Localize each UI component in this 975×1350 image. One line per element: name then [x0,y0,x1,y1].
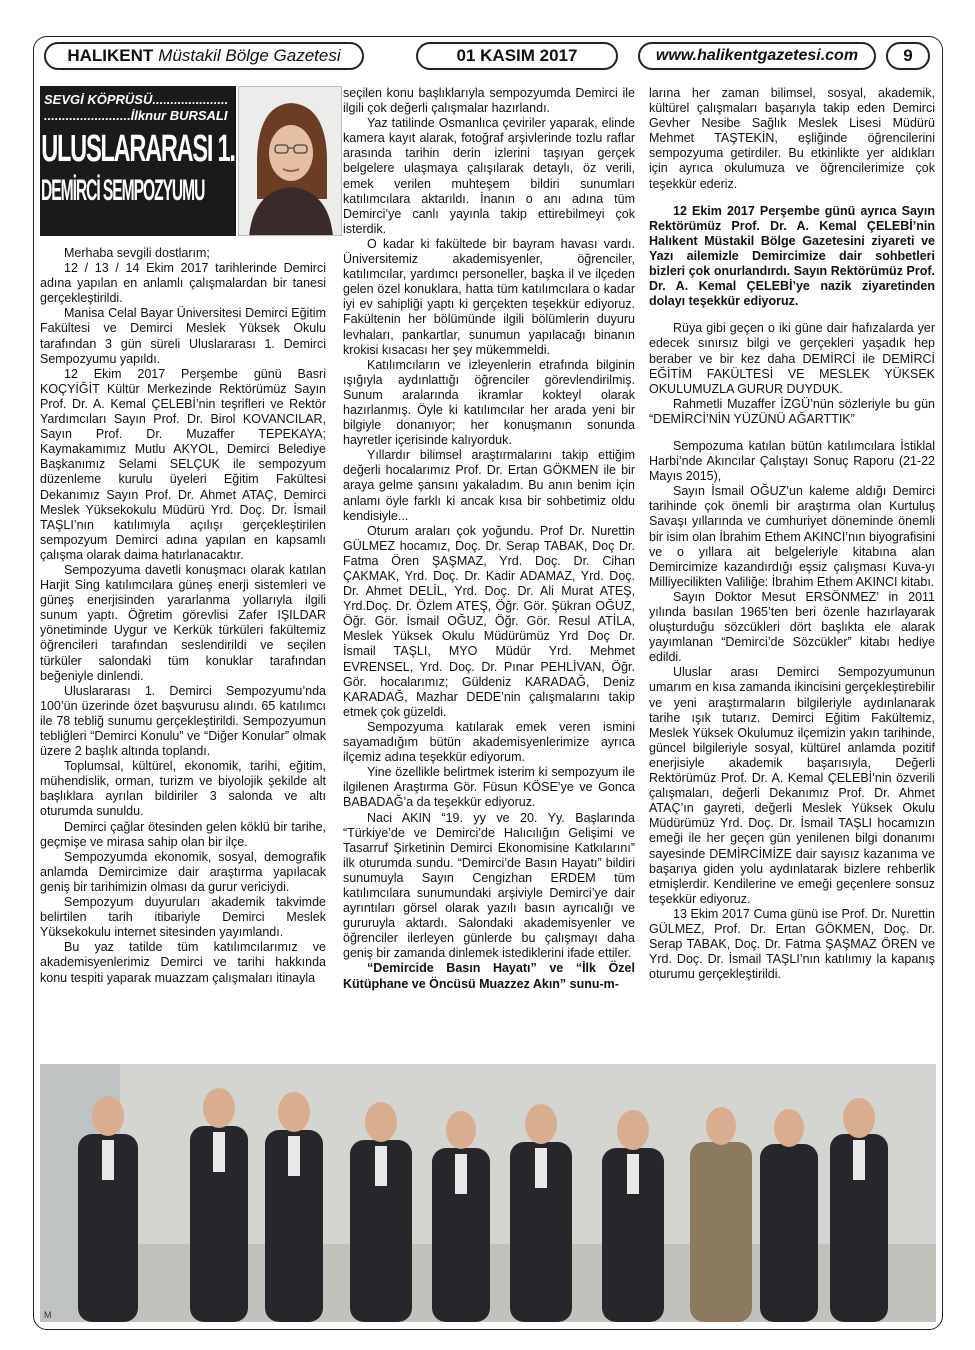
spacer [649,309,935,321]
author-byline: ........................İlknur BURSALI [44,108,228,123]
paragraph: Yıllardır bilimsel araştırmalarını takip ettiğim değerli hocalarımız Prof. Dr. Ertan GÖKMEN ile bir araya gelme şansını yakaladım. Bu anın benim için anlamı öyle farklı ki ancak kısa bir sohbetimiz oldu kendisiyle... [343,448,635,523]
paragraph: Sempozuma katılan bütün katılımcılara İstiklal Harbi’nde Akıncılar Çalıştayı Sonuç Raporu (21-22 Mayıs 2015), [649,438,935,484]
group-photo [40,1064,936,1322]
issue-date: 01 KASIM 2017 [416,42,618,70]
paragraph: Oturum araları çok yoğundu. Prof Dr. Nurettin GÜLMEZ hocamız, Doç. Dr. Serap TABAK, Doç Dr. Fatma Ören ŞAŞMAZ, Yrd. Doç. Dr. Cihan ÇAKMAK, Yrd. Doç. Dr. Kadir ADAMAZ, Yrd. Doç. Dr. Ahmet DELİL, Yrd. Doç. Dr. Ali Murat ATEŞ, Yrd.Doç. Dr. Özlem ATEŞ, Öğr. Gör. Şükran OĞUZ, Öğr. Gör. İsmail OĞUZ, Öğr. Gör. Resul ATİLA, Meslek Yüksek Okulu Müdürümüz Yrd Doç Dr. İsmail TAŞLI, MYO Müdür Yrd. Mehmet EVRENSEL, Yrd. Doç. Dr. Pınar PEHLİVAN, Öğr. Gör. hocalarımız; Güldeniz KARADAĞ, Deniz KARADAĞ, Mazhar DEDE’nin çalışmalarını takip etmek çok güzeldi. [343,523,635,719]
paragraph: Manisa Celal Bayar Üniversitesi Demirci Eğitim Fakültesi ve Demirci Meslek Yüksek Okulu tarafından 3 gün süreli Uluslararası 1. Demirci Sempozyumu yapıldı. [40,306,326,366]
paragraph: Yaz tatilinde Osmanlıca çeviriler yaparak, elinde kamera kayıt alarak, fotoğraf arşivlerinde tozlu raflar arasında tarihin derin izlerini taşıyan gerçek belgelere ulaşmaya çalışılarak detaylı, öz verili, emek verilen muhteşem bildiri sunumları katılımcılara aktarıldı. İnanın o anı adına tüm Demirci’ye canlı yayınla takip ettirebilmeyi çok isterdik. [343,116,635,236]
author-portrait [238,86,342,236]
paragraph: 12 Ekim 2017 Perşembe günü Basri KOÇYİĞİT Kültür Merkezinde Rektörümüz Sayın Prof. Dr. A. Kemal ÇELEBİ’nin teşrifleri ve Rektör Yardımcıları Sayın Prof. Dr. Birol KOVANCILAR, Sayın Prof. Dr. Muzaffer TEPEKAYA; Kaymakamımız Mutlu AKYOL, Demirci Belediye Başkanımız Selami SELÇUK ile sempozyum düzenleme kurulu üyeleri Eğitim Fakültesi Dekanımız Sayın Prof. Dr. Ahmet ATAÇ, Demirci Meslek Yüksekokulu Müdürü Yrd. Doç. Dr. İsmail TAŞLI’nın katılımıyla açılışı gerçekleştirilen sempozyum Demirci adına yapılan en kapsamlı çalışma olarak daima hatırlanacaktır. [40,366,326,562]
paragraph: Toplumsal, kültürel, ekonomik, tarihi, eğitim, mühendislik, orman, turizm ve biyolojik şekilde alt başlıklara ayrılan bildiriler 3 salonda ve altı oturumda sunuldu. [40,759,326,819]
headline-line2: DEMİRCİ SEMPOZYUMU [41,174,205,207]
paragraph: Rahmetli Muzaffer İZGÜ’nün sözleriyle bu gün “DEMİRCİ’NİN YÜZÜNÜ AĞARTTIK” [649,396,935,426]
paragraph: Sempozyum duyuruları akademik takvimde belirtilen tarih itibariyle Demirci Meslek Yüksekokulu internet sitesinden yayımlandı. [40,895,326,940]
paragraph: Sempozyuma katılarak emek veren ismini sayamadığım bütün akademisyenlerimize ayrıca ilçemiz adına teşekkür ediyorum. [343,719,635,765]
article-title-block [40,86,236,236]
paragraph: 13 Ekim 2017 Cuma günü ise Prof. Dr. Nurettin GÜLMEZ, Prof. Dr. Ertan GÖKMEN, Doç. Dr. Serap TABAK, Doç. Dr. Fatma ŞAŞMAZ ÖREN ve Yrd. Doç. Dr. İsmail TAŞLI’nın katılımıy la kapanış oturumu gerçekleştirildi. [649,906,935,982]
article-column-2 [343,86,635,992]
article-column-1 [40,246,326,986]
paragraph: “Demircide Basın Hayatı” ve “İlk Özel Kütüphane ve Öncüsü Muazzez Akın” sunu-m- [343,961,635,991]
masthead-paper-name [44,42,364,70]
article-column-3 [649,86,935,982]
paragraph: Bu yaz tatilde tüm katılımcılarımız ve akademisyenlerimiz Demirci ve tarihi hakkında konu tespiti yaparak muazzam çalışmaları itinayla [40,940,326,985]
highlight-paragraph: 12 Ekim 2017 Perşembe günü ayrıca Sayın Rektörümüz Prof. Dr. A. Kemal ÇELEBİ’nin Halıkent Müstakil Bölge Gazetesini ziyareti ve Yazı ailemizle Demircimize dair sohbetleri bizleri çok onurlandırdı. Sayın Rektörümüz Prof. Dr. A. Kemal ÇELEBİ’ye nazik ziyaretinden dolayı teşekkür ediyoruz. [649,203,935,309]
paragraph: Uluslar arası Demirci Sempozyumunun umarım en kısa zamanda ikincisini gerçekleştirebilir ve yeni araştırmaların bilgileriyle aydınlanarak tarihe ışık tutarız. Demirci Eğitim Fakültemiz, Meslek Yüksek Okulumuz ilçemizin yakın tarihinde, güncel bilgileriyle sosyal, kültürel anlamda pozitif enerjisiyle akademik başarısıyla, Değerli Rektörümüz Prof. Dr. A. Kemal ÇELEBİ’nin özverili çalışmaları, değerli Dekanımız Prof. Dr. Ahmet ATAÇ’ın gayreti, değerli Meslek Yüksek Okulu Müdürümüz Yrd. Doç. Dr. İsmail TAŞLI hocamızın emeği ile her geçen gün yenilenen bilgi donanımı sayesinde DEMİRCİMİZE dair sayısız kazanıma ve başarıya giden yolu aydınlatarak bizlere rehberlik etmişlerdir. Kendilerine ve emeği geçenlere sonsuz teşekkür ediyoruz. [649,665,935,906]
paragraph: Uluslararası 1. Demirci Sempozyumu’nda 100’ün üzerinde özet başvurusu alındı. 65 katılımcı ile 78 tebliğ sunumu gerçekleştirildi. Sempozyumun tebliğleri “Demirci Konulu” ve “Diğer Konular” olmak üzere 2 başlık altında toplandı. [40,683,326,759]
paragraph: larına her zaman bilimsel, sosyal, akademik, kültürel çalışmaları başarıyla takip eden Demirci Gevher Nesibe Sağlık Meslek Lisesi Müdürü Mehmet TAŞTEKİN, eşliğinde öğrencilerini sempozyuma getirdiler. Bu etkinlikte yer aldıkları için ayrıca okulumuza ve öğrencilerimize çok teşekkür ederiz. [649,86,935,191]
paper-name: HALIKENT [67,46,154,65]
paragraph: O kadar ki fakültede bir bayram havası vardı. Üniversitemiz akademisyenler, öğrenciler, katılımcılar, yardımcı personeller, başka il ve ilçeden gelen özel konuklara, hatta tüm katılımcılara o kadar iyi ev sahipliği yaptı ki gerçekten teşekkür ediyoruz. Fakültenin her bölümünde ilgili bölümlerin duyuru levhaları, pankartlar, sunumun yapılacağı binanın krokisi kısacası her şey mükemmeldi. [343,236,635,357]
column-series: SEVGİ KÖPRÜSÜ..................... [44,92,229,107]
paragraph: Sayın Doktor Mesut ERSÖNMEZ’ in 2011 yılında basılan 1965’ten beri özenle hazırlayarak oluşturduğu sözcükleri dört başlıkta ele alarak yayımlanan “Demirci’de Sözcükler” kitabı hediye edildi. [649,589,935,665]
paragraph: Katılımcıların ve izleyenlerin etrafında bilginin ışığıyla aydınlattığı öğrenciler görevlendirilmiş. Sunum aralarında ikramlar kokteyl olarak hazırlanmış. Öyle ki katılımcılar her arada yeni bir bilgiyle donanıyor; her konuşmanın sonunda hayretler içerisinde kalıyorduk. [343,357,635,448]
paragraph: Yine özellikle belirtmek isterim ki sempozyum ile ilgilenen Araştırma Gör. Füsun KÖSE’ye ve Gonca BABADAĞ’a da teşekkür ediyoruz. [343,765,635,810]
paragraph: Merhaba sevgili dostlarım; [64,246,210,260]
paragraph: Rüya gibi geçen o iki güne dair hafızalarda yer edecek sınırsız bilgi ve gerçekleri yaşadık hep beraber ve bir kez daha DEMİRCİ ile DEMİRCİ EĞİTİM FAKÜLTESİ VE MESLEK YÜKSEK OKULUMUZLA GURUR DUYDUK. [649,321,935,396]
paragraph: Sempozyumda ekonomik, sosyal, demografik anlamda Demircimize dair araştırma yapılacak geniş bir tarihimizin olması da gurur vericiydi. [40,849,326,894]
headline-line1: ULUSLARARASI 1. [41,128,235,170]
photo-caption-mark: M [44,1310,52,1320]
paragraph: seçilen konu başlıklarıyla sempozyumda Demirci ile ilgili çok değerli çalışmalar hazırlandı. [343,86,635,116]
paragraph: 12 / 13 / 14 Ekim 2017 tarihlerinde Demirci adına yapılan en anlamlı çalışmalardan bir tanesi gerçekleştirildi. [40,261,326,306]
spacer [649,192,935,204]
page-number: 9 [886,42,930,70]
website-link[interactable]: www.halikentgazetesi.com [638,42,876,70]
paragraph: Naci AKIN “19. yy ve 20. Yy. Başlarında “Türkiye’de ve Demirci’de Halıcılığın Gelişimi ve Tasarruf Şirketinin Demirci Ekonomisine Katkılarını” ilk oturumda sundu. “Demirci’de Basın Hayatı” bildiri sunumuyla Sayın Cengizhan ERDEM tüm katılımcılara sunumundaki arşiviyle Demirci’ye dair ayrıntıları görsel olarak yazılı basın ayrıcalığı ve gururuyla aktardı. Salondaki akademisyenler ve öğrenciler ilerleyen günlerde bu çalışmayı daha geniş bir zamanda dinlemek istediklerini ifade ettiler. [343,810,635,961]
paragraph: Sayın İsmail OĞUZ’un kaleme aldığı Demirci tarihinde çok önemli bir araştırma olan Kurtuluş Savaşı yıllarında ve cumhuriyet döneminde önemli bir isim olan İbrahim Ethem AKINCI’nın biyografisini ve o yıllara ait belgeleriyle kitabına alan Demircimize kazandırdığı eşsiz çalışması Kuva-yı Milliyecilikten Valiliğe: İbrahim Ethem AKINCI kitabı. [649,484,935,589]
paragraph: Demirci çağlar ötesinden gelen köklü bir tarihe, geçmişe ve mirasa sahip olan bir ilçe. [40,819,326,849]
spacer [649,427,935,439]
paragraph: Sempozyuma davetli konuşmacı olarak katılan Harjit Sing katılımcılara güneş enerji sistemleri ve güneş enerjisinden yararlanma yollarıyla ilgili sunum yaptı. Öğretim görevlisi Zafer IŞILDAR yönetiminde Uygur ve Kerkük türküleri fakültemiz öğrencileri tarafından seslendirildi ve seçilen türküler salondaki tüm konuklar tarafından beğeniyle dinlendi. [40,562,326,683]
paper-tagline: Müstakil Bölge Gazetesi [158,46,341,65]
